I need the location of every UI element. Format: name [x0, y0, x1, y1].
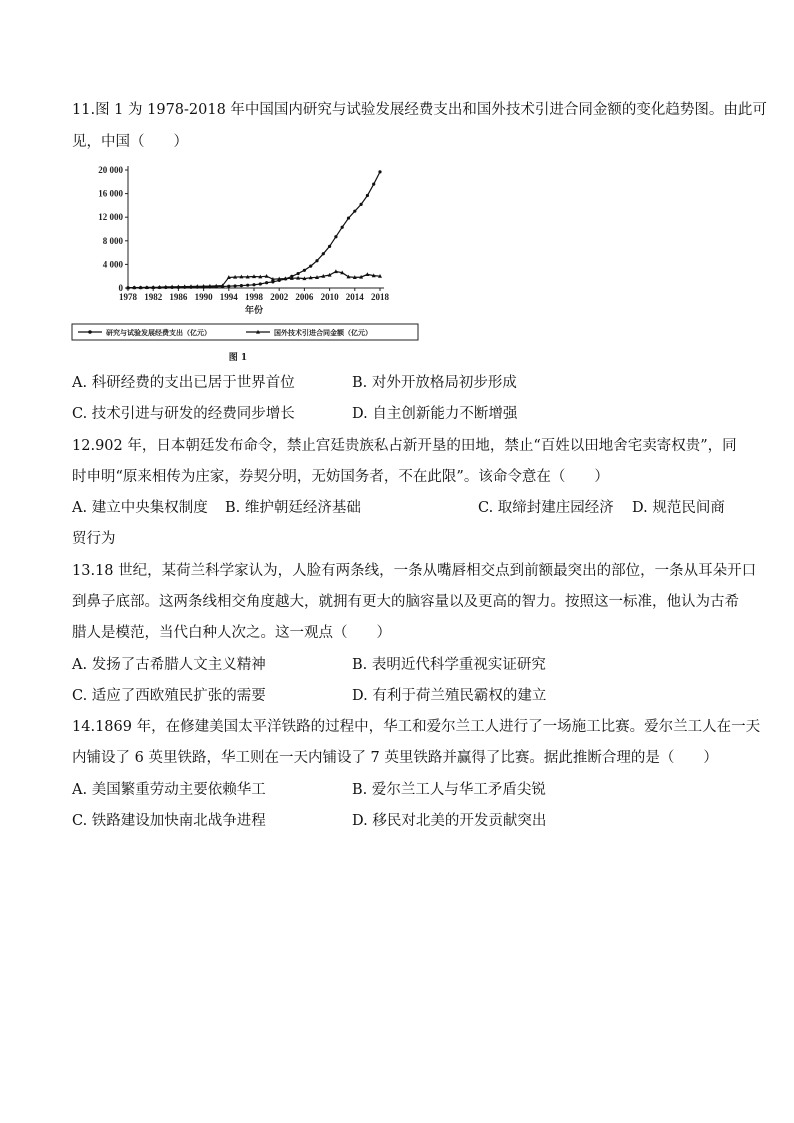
q13-stem-line-3: 腊人是模范，当代白种人次之。这一观点（ ）	[72, 625, 391, 641]
series-1-point	[297, 272, 300, 275]
y-tick-label: 8 000	[102, 235, 123, 246]
series-1-point	[252, 283, 255, 286]
q11-option-b[interactable]: B. 对外开放格局初步形成	[352, 375, 517, 391]
q11-option-c[interactable]: C. 技术引进与研发的经费同步增长	[72, 406, 295, 422]
series-1-point	[322, 252, 325, 255]
q14-stem-line-2: 内铺设了 6 英里铁路，华工则在一天内铺设了 7 英里铁路并赢得了比赛。据此推断合理的是（ ）	[72, 750, 718, 766]
q12-stem-line-2: 时申明“原来相传为庄家，券契分明，无妨国务者，不在此限”。该命令意在（ ）	[72, 469, 609, 485]
y-tick-label: 0	[118, 283, 123, 293]
x-tick-label: 2018	[371, 292, 389, 302]
series-1-point	[309, 265, 312, 268]
series-1-point	[259, 282, 262, 285]
x-tick-label: 2010	[320, 292, 339, 302]
series-line-1	[128, 172, 380, 288]
legend-label-1: 研究与试验发展经费支出（亿元）	[106, 329, 211, 337]
x-tick-label: 2002	[270, 292, 289, 302]
q14-option-d[interactable]: D. 移民对北美的开发贡献突出	[352, 813, 547, 829]
line-chart	[70, 158, 422, 370]
q11-stem-line-1: 11.图 1 为 1978-2018 年中国国内研究与试验发展经费支出和国外技术引进合同金额的变化趋势图。由此可	[72, 102, 767, 118]
q13-option-c[interactable]: C. 适应了西欧殖民扩张的需要	[72, 688, 266, 704]
q14-stem-line-1: 14.1869 年，在修建美国太平洋铁路的过程中，华工和爱尔兰工人进行了一场施工比赛。爱尔兰工人在一天	[72, 719, 761, 735]
figure-caption: 图 1	[228, 353, 248, 363]
series-1-point	[372, 183, 375, 186]
x-tick-label: 1986	[169, 292, 188, 302]
series-1-point	[227, 285, 230, 288]
x-axis-label: 年份	[244, 305, 264, 315]
series-1-point	[328, 245, 331, 248]
q13-stem-line-2: 到鼻子底部。这两条线相交角度越大，就拥有更大的脑容量以及更高的智力。按照这一标准，他认为古希	[72, 594, 739, 610]
x-tick-label: 1994	[219, 292, 238, 302]
x-tick-label: 1978	[119, 292, 137, 302]
series-1-point	[303, 269, 306, 272]
y-tick-label: 16 000	[98, 188, 123, 199]
x-tick-label: 2006	[295, 292, 314, 302]
q14-option-b[interactable]: B. 爱尔兰工人与华工矛盾尖锐	[352, 782, 546, 798]
y-tick-label: 20 000	[98, 165, 123, 175]
legend-label-2: 国外技术引进合同金额（亿元）	[274, 329, 372, 337]
series-1-point	[360, 203, 363, 206]
series-1-point	[315, 259, 318, 262]
q13-stem-line-1: 13.18 世纪，某荷兰科学家认为，人脸有两条线，一条从嘴唇相交点到前额最突出的部位，一条从耳朵开口	[72, 563, 757, 579]
q11-stem-line-2: 见，中国（ ）	[72, 134, 188, 150]
q12-option-d[interactable]: D. 规范民间商	[632, 500, 725, 516]
q11-option-d[interactable]: D. 自主创新能力不断增强	[352, 406, 518, 422]
q11-option-a[interactable]: A. 科研经费的支出已居于世界首位	[72, 375, 295, 391]
q11-figure	[70, 158, 422, 370]
q13-option-d[interactable]: D. 有利于荷兰殖民霸权的建立	[352, 688, 547, 704]
q12-option-c[interactable]: C. 取缔封建庄园经济	[478, 500, 614, 516]
q12-stem-line-1: 12.902 年，日本朝廷发布命令，禁止宫廷贵族私占新开垦的田地，禁止“百姓以田地舍宅卖寄权贵”，同	[72, 438, 737, 454]
series-1-point	[347, 216, 350, 219]
q14-option-a[interactable]: A. 美国繁重劳动主要依赖华工	[72, 782, 266, 798]
x-tick-label: 1998	[245, 292, 263, 302]
q12-option-d-wrap: 贸行为	[72, 531, 116, 547]
q12-option-a[interactable]: A. 建立中央集权制度	[72, 500, 208, 516]
y-tick-label: 4 000	[102, 259, 123, 270]
q13-option-a[interactable]: A. 发扬了古希腊人文主义精神	[72, 657, 266, 673]
series-1-point	[334, 235, 337, 238]
legend-marker-1	[88, 330, 92, 334]
q14-option-c[interactable]: C. 铁路建设加快南北战争进程	[72, 813, 266, 829]
series-1-point	[265, 281, 268, 284]
q12-option-b[interactable]: B. 维护朝廷经济基础	[225, 500, 361, 516]
series-1-point	[378, 170, 381, 173]
series-1-point	[353, 210, 356, 213]
x-tick-label: 1982	[144, 292, 163, 302]
series-1-point	[341, 226, 344, 229]
y-tick-label: 12 000	[98, 212, 123, 223]
x-tick-label: 1990	[194, 292, 213, 302]
series-1-point	[240, 284, 243, 287]
x-tick-label: 2014	[345, 292, 364, 302]
q13-option-b[interactable]: B. 表明近代科学重视实证研究	[352, 657, 546, 673]
series-1-point	[246, 284, 249, 287]
series-1-point	[234, 284, 237, 287]
series-1-point	[366, 194, 369, 197]
